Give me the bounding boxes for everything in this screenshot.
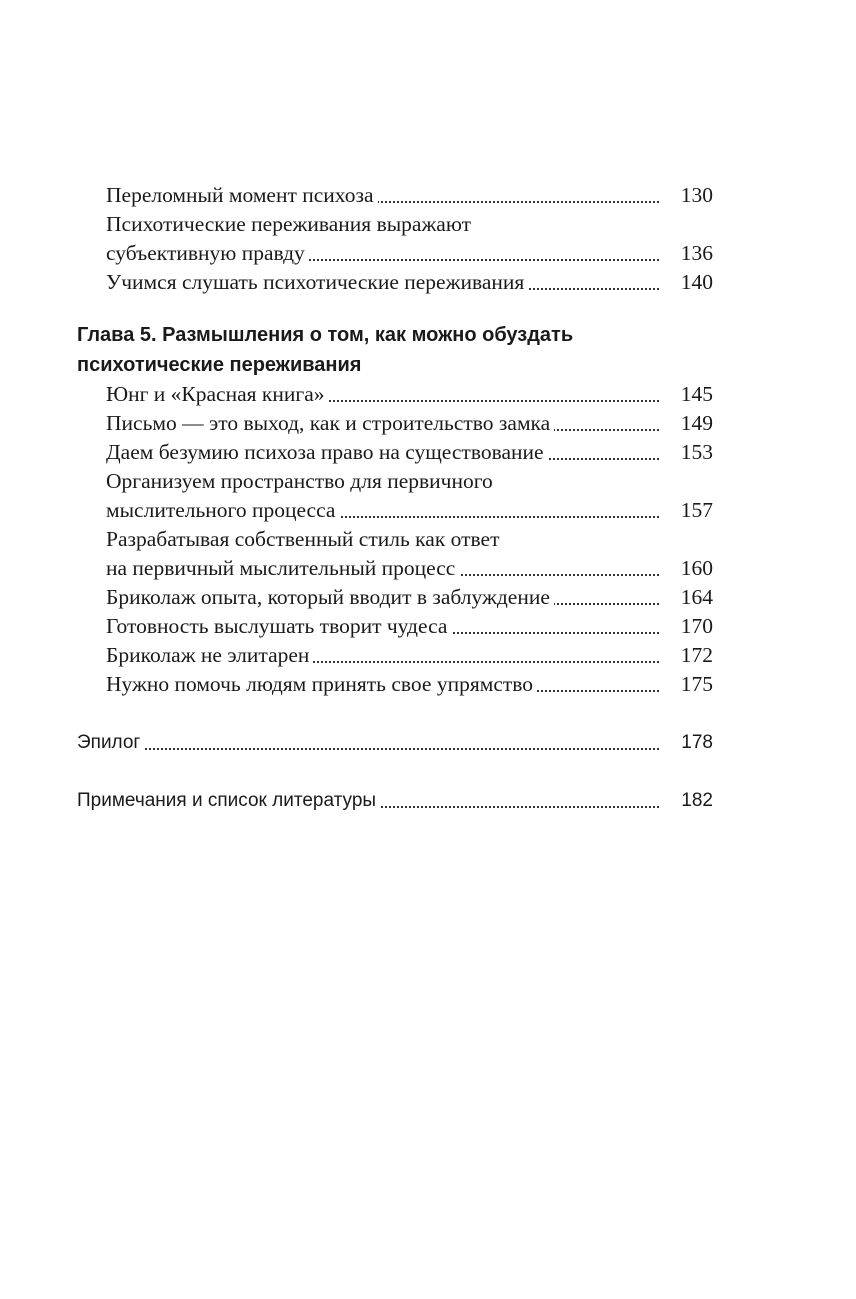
toc-entry-title: Организуем пространство для первичного — [106, 469, 497, 493]
toc-entry-title: Эпилог — [77, 732, 144, 753]
toc-entry-line — [77, 525, 713, 554]
toc-entry-page: 140 — [663, 268, 713, 297]
toc-entry-page: 149 — [663, 409, 713, 438]
toc-entry-page: 136 — [663, 239, 713, 268]
toc-entry-page: 157 — [663, 496, 713, 525]
toc-entry-page: 164 — [663, 583, 713, 612]
toc-entry-line — [77, 210, 713, 239]
toc-entry-title: Переломный момент психоза — [106, 183, 378, 207]
toc-entry-title: Примечания и список литературы — [77, 790, 380, 811]
toc-entry-title: мыслительного процесса — [106, 498, 339, 522]
toc-entry — [77, 554, 713, 583]
table-of-contents — [77, 181, 713, 815]
toc-entry — [77, 583, 713, 612]
toc-entry-title: Бриколаж опыта, который вводит в заблуждение — [106, 585, 554, 609]
toc-entry — [77, 409, 713, 438]
toc-entry — [77, 438, 713, 467]
toc-entry-title: Нужно помочь людям принять свое упрямство — [106, 672, 537, 696]
toc-entry — [77, 268, 713, 297]
toc-entry-page: 160 — [663, 554, 713, 583]
toc-entry-page: 178 — [663, 728, 713, 757]
toc-entry — [77, 496, 713, 525]
toc-entry-title: Бриколаж не элитарен — [106, 643, 313, 667]
toc-entry-page: 175 — [663, 670, 713, 699]
toc-entry-page: 153 — [663, 438, 713, 467]
toc-entry-title: Разрабатывая собственный стиль как ответ — [106, 527, 503, 551]
toc-entry-page: 172 — [663, 641, 713, 670]
toc-entry — [77, 380, 713, 409]
chapter-heading-line: психотические переживания — [77, 354, 362, 376]
toc-entry-title: Юнг и «Красная книга» — [106, 382, 329, 406]
toc-entry-title: субъективную правду — [106, 241, 309, 265]
toc-entry-epilogue — [77, 728, 713, 757]
toc-entry-line — [77, 467, 713, 496]
toc-entry — [77, 181, 713, 210]
toc-entry — [77, 239, 713, 268]
toc-entry-title: Письмо — это выход, как и строительство замка — [106, 411, 554, 435]
toc-entry — [77, 641, 713, 670]
toc-entry-title: на первичный мыслительный процесс — [106, 556, 459, 580]
toc-entry-page: 130 — [663, 181, 713, 210]
toc-entry-title: Даем безумию психоза право на существование — [106, 440, 548, 464]
chapter-heading — [77, 320, 713, 380]
chapter-heading-line: Глава 5. Размышления о том, как можно обуздать — [77, 324, 574, 346]
toc-entry-page: 182 — [663, 786, 713, 815]
toc-entry-title: Психотические переживания выражают — [106, 212, 475, 236]
toc-entry-title: Готовность выслушать творит чудеса — [106, 614, 451, 638]
toc-entry-notes — [77, 786, 713, 815]
toc-entry-page: 170 — [663, 612, 713, 641]
toc-entry — [77, 612, 713, 641]
toc-entry — [77, 670, 713, 699]
toc-entry-title: Учимся слушать психотические переживания — [106, 270, 528, 294]
toc-entry-page: 145 — [663, 380, 713, 409]
